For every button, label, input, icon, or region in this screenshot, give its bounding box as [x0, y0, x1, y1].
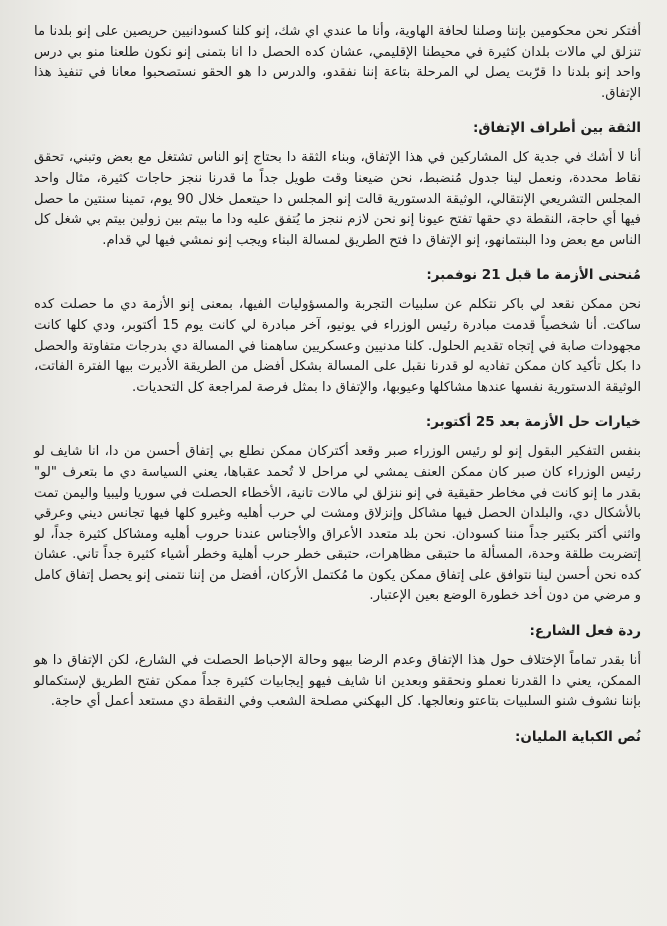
section-crisis-curve — [34, 265, 641, 398]
section-crisis-options — [34, 412, 641, 607]
section-heading-full-glass: نُص الكباية المليان: — [514, 728, 641, 745]
section-heading-trust: الثقة بين أطراف الإتفاق: — [473, 120, 641, 137]
section-full-glass — [34, 727, 641, 747]
section-heading-street-reaction: ردة فعل الشارع: — [529, 623, 641, 640]
intro-section — [34, 22, 641, 104]
section-trust — [34, 118, 641, 251]
section-paragraph-trust: أنا لا أشك في جدية كل المشاركين في هذا الإتفاق، وبناء الثقة دا بحتاج إنو الناس تشتغل مع بعض وتبني، تحقق نقاط محددة، ونعمل لينا جدول مُنضبط، نحن ضيعنا وقت طويل جداً ما قدرنا ننجز حاجات كثيرة، مثال واحد المجلس التشريعي الإنتقالي، الوثيقة الدستورية قالت إنو المجلس دا حيتعمل خلال 90 يوم، تمينا سنتين ما حصل فيها أي حاجة، النقطة دي حقها تفتح عيونا إنو نحن لازم ننجز ما يُتفق عليه ودا ما بيتم بين زولين بيتم بي شغل كل الناس مع بعض ودا البنتمانهو، إنو الإتفاق دا فتح الطريق لمسالة البناء ويجب إنو نمشي فيها لي قدام. — [34, 150, 641, 248]
section-paragraph-crisis-options: بنفس التفكير البقول إنو لو رئيس الوزراء صبر وقعد أكتركان ممكن نطلع بي إتفاق أحسن من دا، انا شايف لو رئيس الوزراء كان صبر كان ممكن العنف يمشي لي مراحل لا تُحمد عقباها، يعني السياسة دي ما بتعرف "لو" بقدر ما إنو كانت في مخاطر حقيقية في إنو ننزلق لي مالات تانية، الأخطاء الحصلت في سوريا وليبيا واليمن تمت بالأشكال دي، والبلدان الحصل فيها مشاكل وإنزلاق ومشت لي حرب أهليه وغيرو كلها فيها تجانس ديني وعرقي واثني أكتر بكتير جداً مننا كسودان. نحن بلد متعدد الأعراق والأجناس عندنا حروب أهليه ومشاكل كثيرة جداً، لو إتضربت طلقة وحدة، المسألة ما حتبقى مظاهرات، حتبقى خطر حرب أهلية وخطر أشياء كثيرة جداً تاني. عشان كده نحن أحسن لينا نتوافق على إتفاق ممكن يكون ما مُكتمل الأركان، أفضل من إننا نتمنى إنو يحصل إتفاق كامل و مرضي من دون أخد خطورة الوضع بعين الإعتبار. — [34, 444, 641, 604]
section-heading-crisis-curve: مُنحنى الأزمة ما قبل 21 نوفمبر: — [426, 267, 641, 284]
intro-paragraph: أفتكر نحن محكومين بإننا وصلنا لحافة الهاوية، وأنا ما عندي اي شك، إنو كلنا كسودانيين حريصين على إنو بلدنا ما تنزلق لي مالات بلدان كثيرة في محيطنا الإقليمي، عشان كده الحصل دا انا بتمنى إنو نكون طلعنا منو بي درس واحد إنو بلدنا دا قرّبت يصل لي المرحلة بتاعة إننا نفقدو، والدرس دا هو الحقو نستصحبوا معانا في تنفيذ هذا الإتفاق. — [34, 24, 641, 101]
section-heading-crisis-options: خيارات حل الأزمة بعد 25 أكتوبر: — [425, 414, 641, 431]
section-paragraph-crisis-curve: نحن ممكن نقعد لي باكر نتكلم عن سلبيات التجربة والمسؤوليات الفيها، بمعنى إنو الأزمة دي ما حصلت كده ساكت. أنا شخصياً قدمت مبادرة رئيس الوزراء في يونيو، آخر مبادرة لي كانت يوم 15 أكتوبر، ودي كلها كانت مجهودات صابة في إتجاه تقديم الحلول. كلنا مدنيين وعسكريين ساهمنا في المسالة دي بدرجات متفاوتة والحصل دا بكل تأكيد كان ممكن تفاديه لو قدرنا نقبل على المسالة بشكل أفضل من الطريقة الأديرت بيها الفترة الفاتت، الوثيقة الدستورية نفسها عندها مشاكلها وعيوبها، والإتفاق دا بمثل فرصة لمراجعة كل التحديات. — [34, 297, 641, 395]
section-street-reaction — [34, 621, 641, 713]
section-paragraph-street-reaction: أنا بقدر تماماً الإختلاف حول هذا الإتفاق وعدم الرضا بيهو وحالة الإحباط الحصلت في الشارع، لكن الإتفاق دا هو الممكن، يعني دا القدرنا نعملو ونحققو وبعدين انا شايف فيهو إيجابيات كثيرة جداً ممكن تفتح الطريق لإستكمالو بإننا نشوف شنو السلبيات بتاعتو ونعالجها. كل البهكني مصلحة الشعب وفي النقطة دي مستعد أعمل أي حاجة. — [34, 653, 641, 710]
